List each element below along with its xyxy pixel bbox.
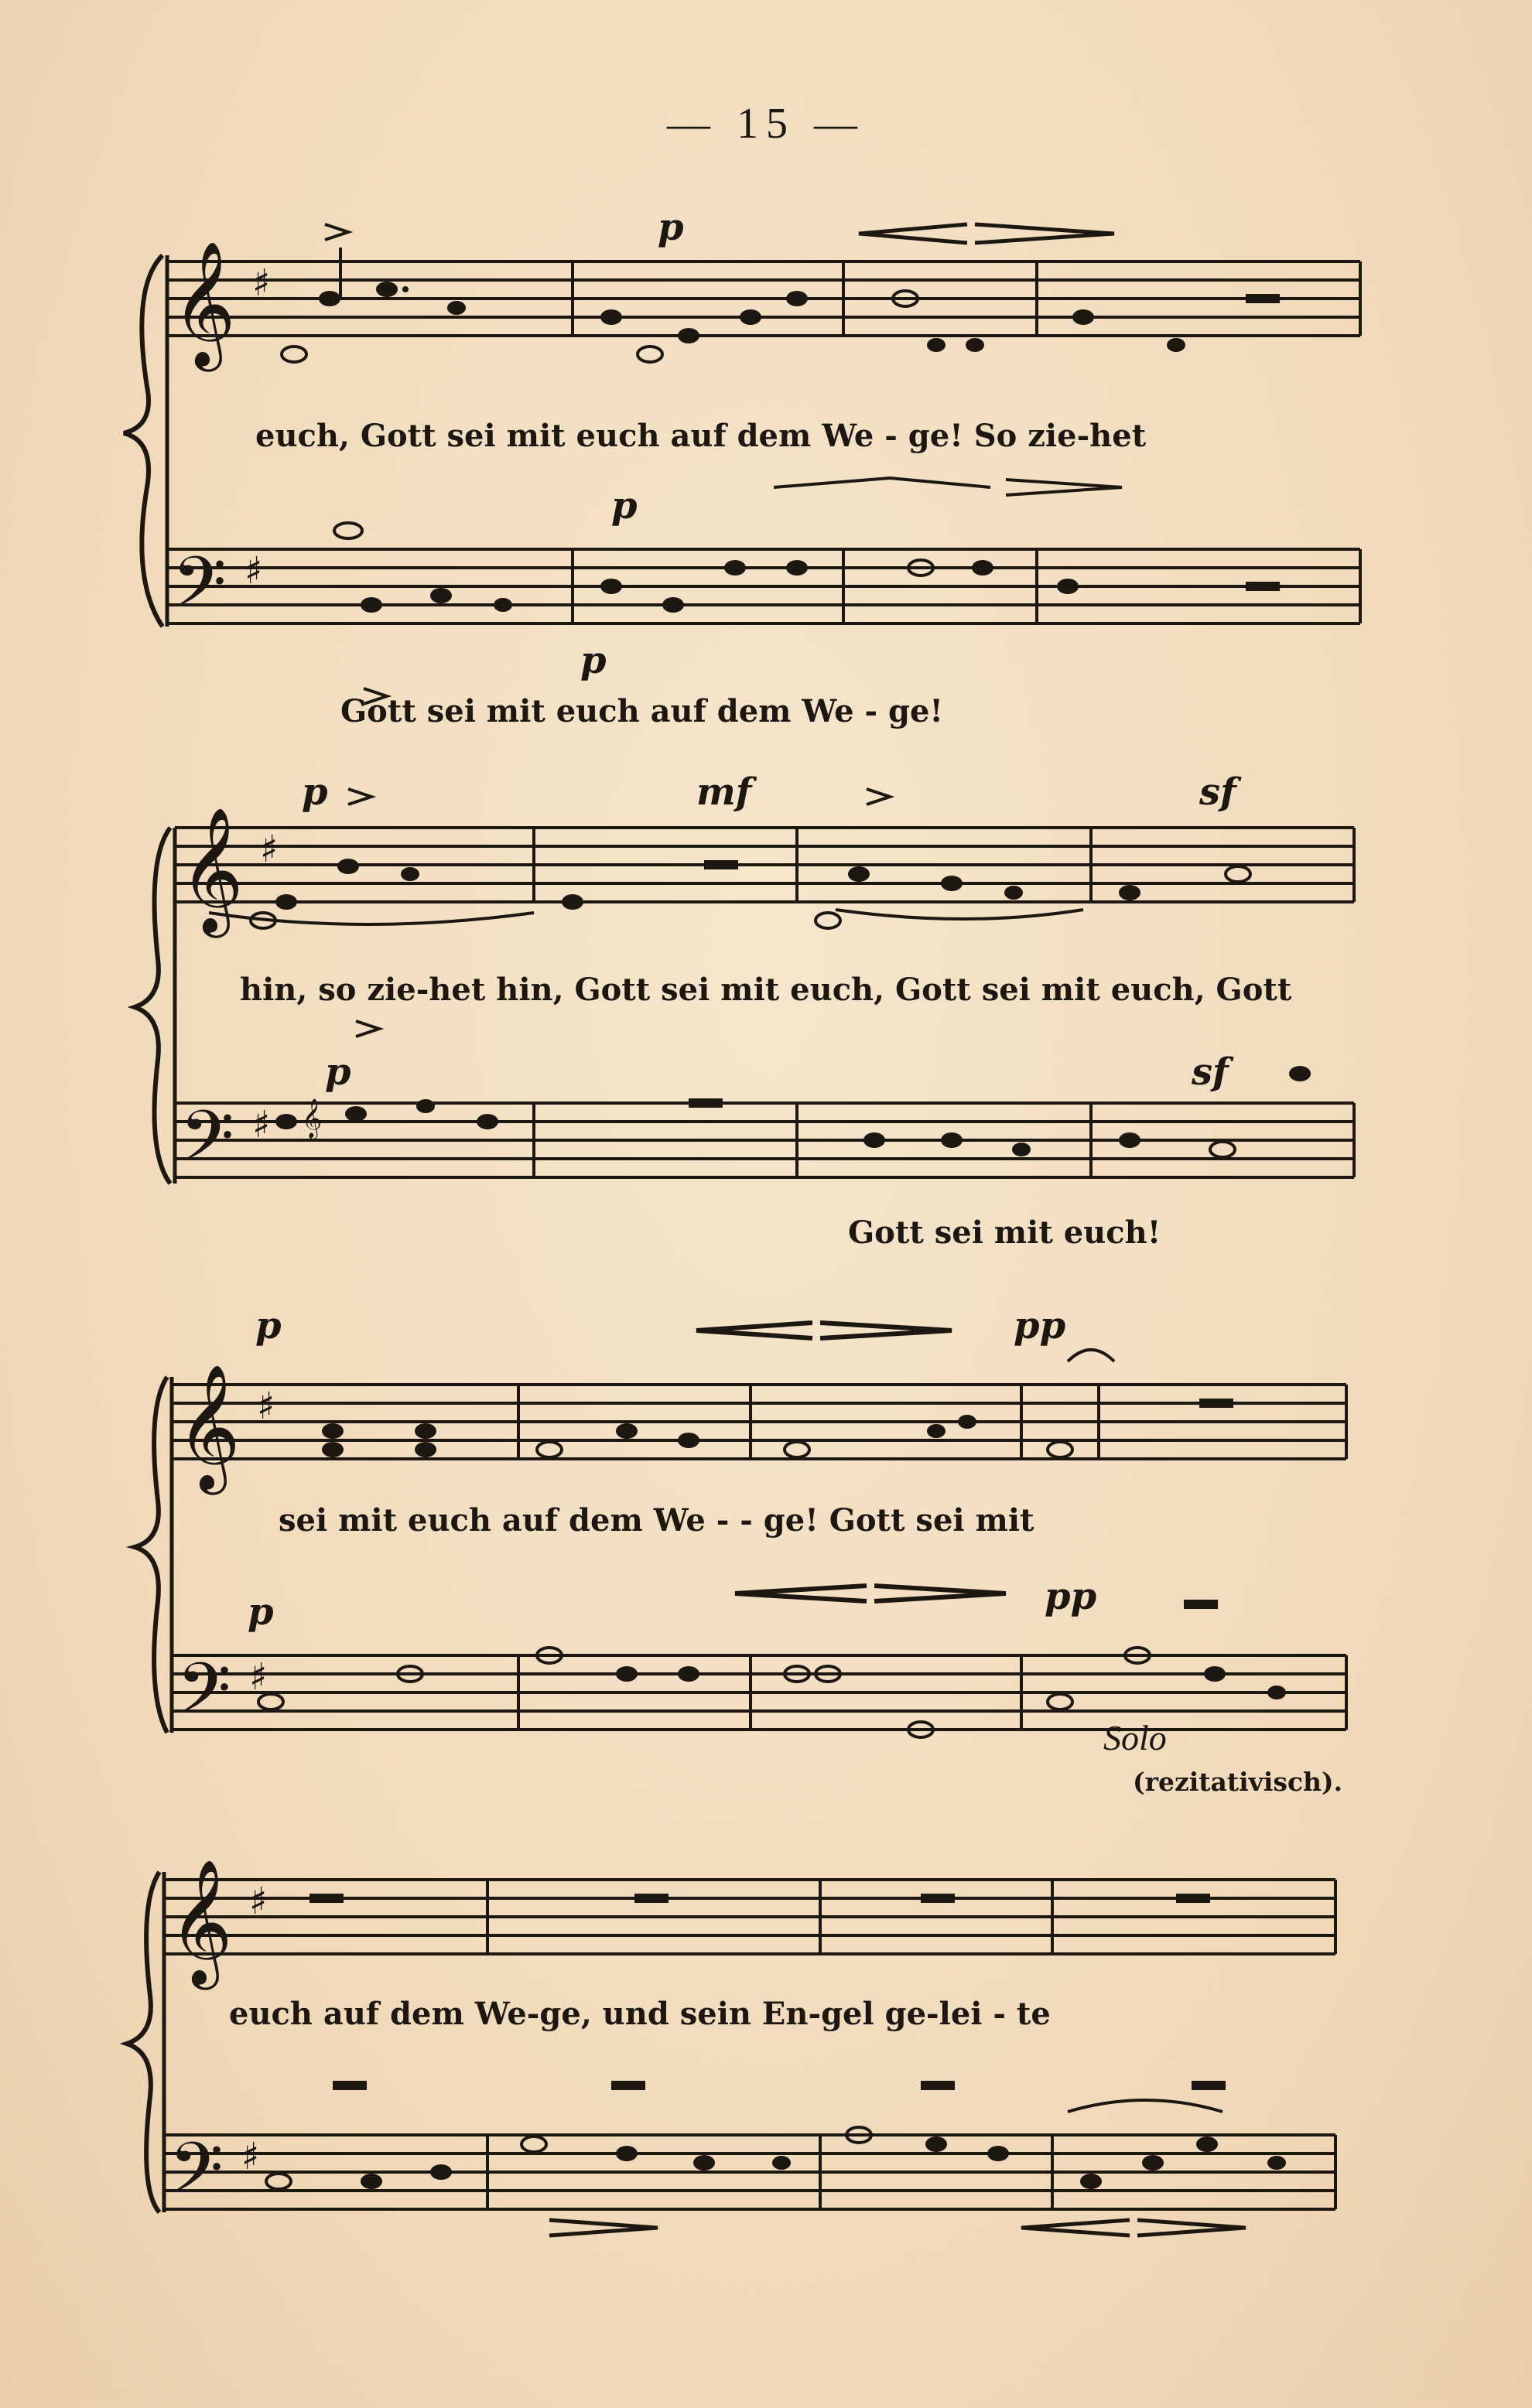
svg-text:𝄞: 𝄞 [172,241,236,367]
svg-text:♯: ♯ [249,1655,268,1699]
svg-text:𝄞: 𝄞 [180,807,244,933]
svg-text:p: p [248,1590,274,1634]
lyrics-lower: Gott sei mit euch auf dem We - ge! [340,693,943,729]
music-system-3 [116,1300,1370,1810]
music-system-4 [116,1841,1370,2243]
svg-text:♯: ♯ [252,261,271,305]
svg-text:p: p [325,1050,351,1094]
staff-graphics [116,1841,1370,2243]
svg-text:𝄢: 𝄢 [169,2127,224,2226]
svg-text:𝄞: 𝄞 [176,1364,241,1490]
svg-text:♯: ♯ [257,1385,275,1428]
svg-text:p: p [580,639,607,682]
svg-text:♯: ♯ [260,828,279,871]
svg-text:♯: ♯ [252,1103,271,1146]
music-system-1 [116,193,1370,750]
svg-text:pp: pp [1045,1575,1097,1618]
svg-text:mf: mf [696,770,752,814]
svg-text:p: p [611,484,638,528]
lyrics-upper: hin, so zie-het hin, Gott sei mit euch, Gott sei mit euch, Gott [240,972,1292,1008]
svg-text:♯: ♯ [241,2135,260,2178]
svg-text:𝄞: 𝄞 [169,1859,233,1985]
svg-text:♯: ♯ [249,1880,268,1923]
page-number: — 15 — [667,100,865,148]
svg-text:𝄢: 𝄢 [180,1095,234,1194]
svg-text:p: p [658,206,684,249]
lyrics-lower: Gott sei mit euch! [848,1214,1161,1251]
svg-text:sf: sf [1199,770,1236,814]
solo-direction: (rezitativisch). [1133,1767,1343,1797]
lyrics-upper: euch, Gott sei mit euch auf dem We - ge! So zie-het [255,418,1147,454]
svg-text:pp: pp [1014,1304,1066,1347]
svg-text:♯: ♯ [245,549,263,593]
svg-text:𝄢: 𝄢 [176,1648,231,1747]
svg-text:p: p [255,1304,282,1347]
svg-text:𝄞: 𝄞 [302,1098,323,1138]
lyrics-upper: sei mit euch auf dem We - - ge! Gott sei mit [279,1502,1034,1539]
staff-graphics [116,193,1370,750]
staff-graphics [116,1300,1370,1810]
staff-graphics [116,766,1370,1292]
svg-text:sf: sf [1192,1050,1229,1094]
svg-text:𝄢: 𝄢 [172,541,227,640]
solo-label: Solo [1103,1718,1167,1757]
music-system-2 [116,766,1370,1292]
svg-text:p: p [302,770,328,814]
lyrics-upper: euch auf dem We-ge, und sein En-gel ge-lei - te [229,1996,1051,2032]
